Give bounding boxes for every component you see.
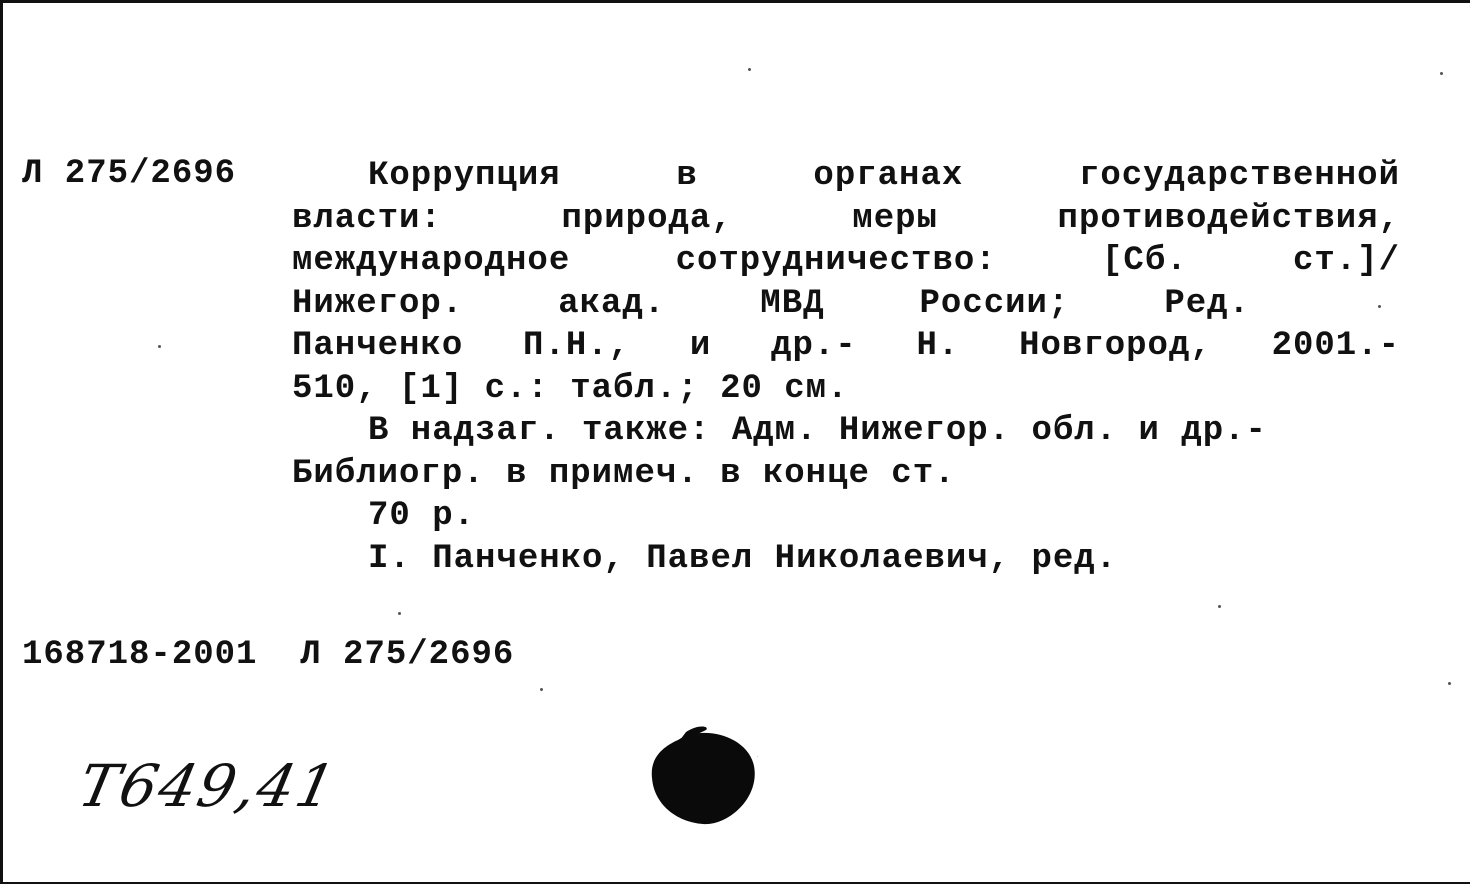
paper-speck [1378, 305, 1381, 308]
description-line-4: Нижегор. акад. МВД России; Ред. [292, 284, 1250, 323]
note-line-1: В надзаг. также: Адм. Нижегор. обл. и др.- [368, 412, 1267, 450]
price: 70 р. [368, 497, 476, 535]
paper-speck [1440, 72, 1443, 75]
bibliographic-description [292, 155, 1400, 580]
paper-speck [158, 345, 161, 348]
description-line-1: Коррупция в органах государственной [368, 157, 1400, 195]
description-line-3: международное сотрудничество: [Сб. ст.]/ [292, 242, 1400, 280]
description-line-6: 510, [1] с.: табл.; 20 см. [292, 369, 849, 408]
paper-speck [540, 688, 543, 691]
punch-hole [648, 726, 758, 826]
paper-speck [398, 612, 401, 615]
added-entry: I. Панченко, Павел Николаевич, ред. [368, 539, 1118, 578]
paper-speck [1218, 605, 1221, 608]
paper-speck [748, 68, 751, 71]
paper-speck [1448, 682, 1451, 685]
handwritten-call-number: Т649,41 [72, 752, 343, 820]
note-line-2: Библиогр. в примеч. в конце ст. [292, 454, 956, 493]
shelf-mark: Л 275/2696 [22, 155, 237, 193]
accession-footer: 168718-2001 Л 275/2696 [22, 636, 515, 674]
description-line-5: Панченко П.Н., и др.- Н. Новгород, 2001.- [292, 327, 1400, 365]
description-line-2: власти: природа, меры противодействия, [292, 199, 1400, 238]
